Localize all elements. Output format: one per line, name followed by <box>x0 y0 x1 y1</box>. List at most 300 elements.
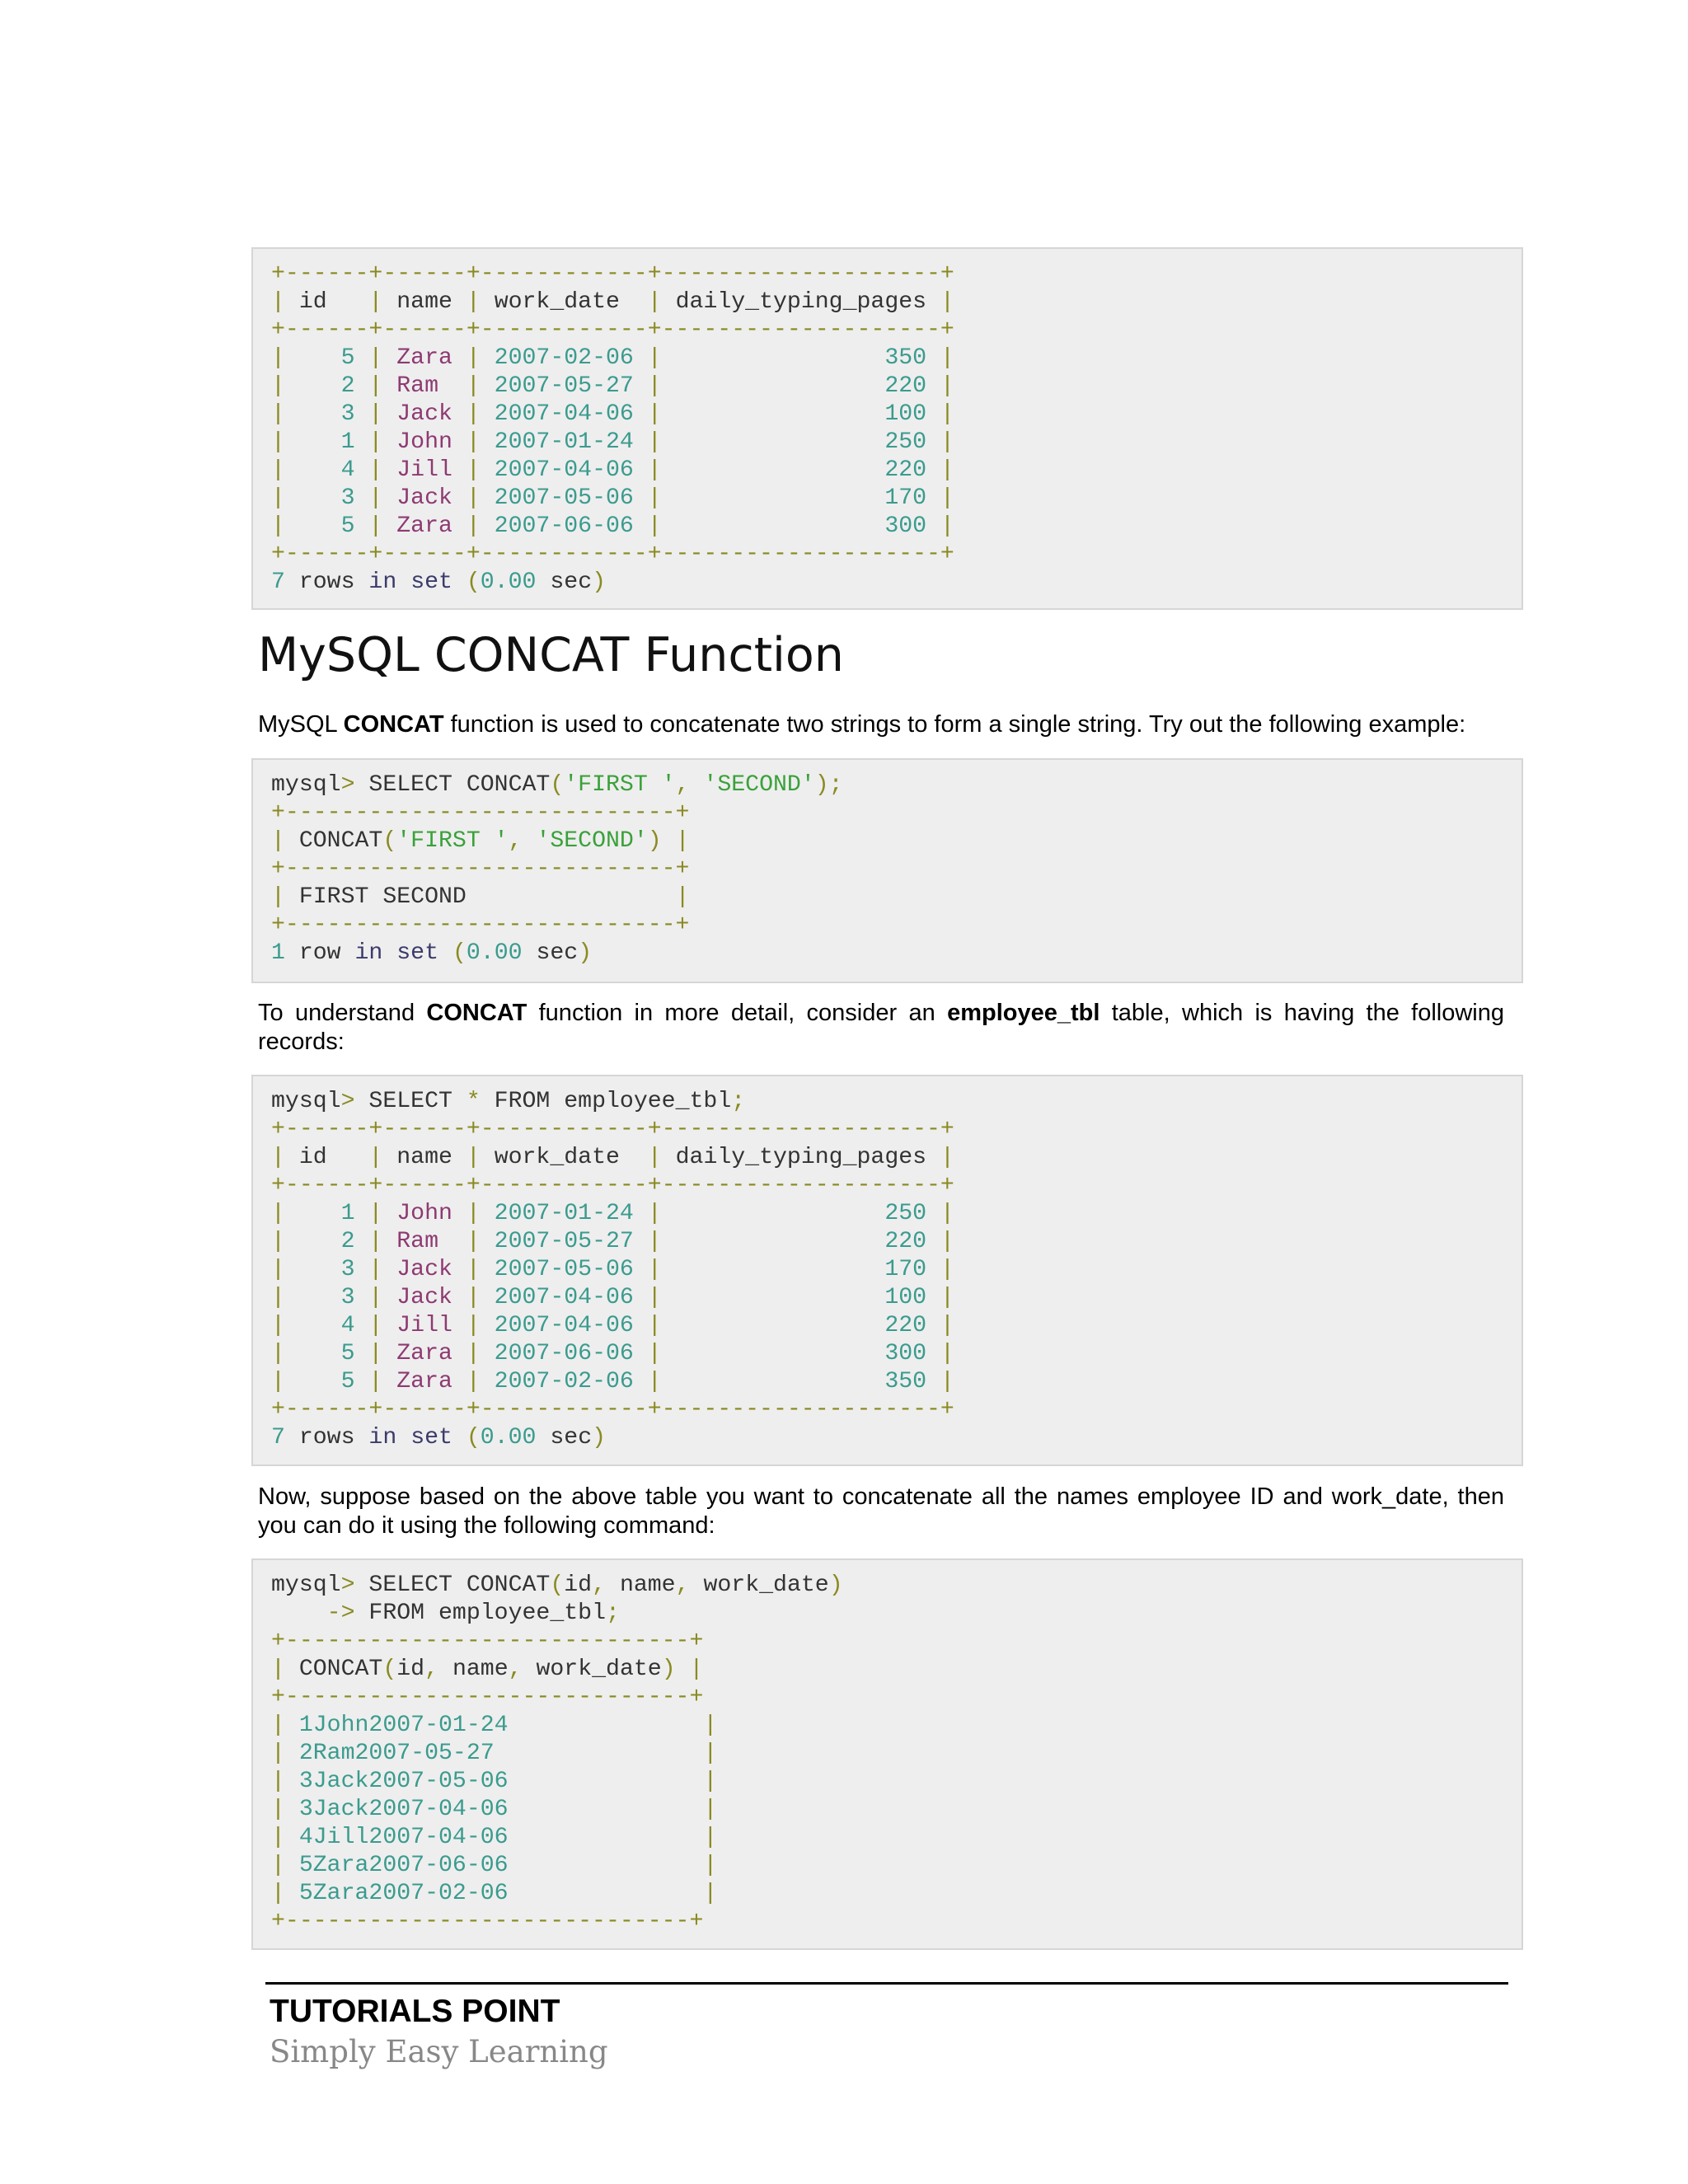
command-paragraph: Now, suppose based on the above table you want to concatenate all the names employee ID and work_date, then you can do it using the following command: <box>258 1483 1504 1539</box>
code-token: | <box>452 1341 495 1366</box>
intro-paragraph: MySQL CONCAT function is used to concatenate two strings to form a single string. Try out the following example: <box>258 711 1466 738</box>
code-token: name <box>619 1572 676 1598</box>
code-token: | <box>703 1769 718 1794</box>
code-token: * <box>466 1089 481 1114</box>
code-token: ( <box>382 1657 397 1682</box>
code-token: ( <box>466 569 481 595</box>
code-line <box>271 541 1522 569</box>
code-line <box>271 1340 1522 1368</box>
code-token: ; <box>605 1601 620 1626</box>
code-token: in <box>354 940 383 966</box>
code-token: | <box>271 429 341 455</box>
code-token: 2007-06-06 <box>494 1341 634 1366</box>
code-token: | <box>271 1257 341 1282</box>
code-token: ( <box>550 772 565 798</box>
code-line <box>271 771 1522 799</box>
code-token: 3 <box>340 1285 355 1310</box>
code-token: ) <box>578 940 593 966</box>
code-token: | <box>452 1257 495 1282</box>
code-token: | <box>452 1369 495 1394</box>
code-token: | <box>926 429 954 455</box>
code-token: | <box>633 1341 885 1366</box>
code-token: Jack <box>396 401 452 427</box>
code-token: | <box>633 1229 885 1254</box>
code-token: | <box>452 401 495 427</box>
code-token: John <box>396 1201 452 1226</box>
code-line <box>271 827 1522 855</box>
code-token: 3 <box>340 1257 355 1282</box>
code-line <box>271 799 1522 827</box>
code-line <box>271 344 1522 373</box>
code-token: | <box>354 1201 397 1226</box>
code-block-query-result <box>251 247 1523 610</box>
code-token: +----------------------------+ <box>271 800 690 826</box>
code-token: daily_typing_pages <box>675 289 940 315</box>
code-line <box>271 1116 1522 1144</box>
code-token: 350 <box>884 345 927 371</box>
code-token: +-----------------------------+ <box>271 1629 704 1654</box>
code-token: 'SECOND' <box>536 828 648 854</box>
code-token <box>509 1853 704 1878</box>
code-token: 2007-05-27 <box>494 1229 634 1254</box>
code-token: ( <box>550 1572 565 1598</box>
code-token: | <box>926 373 954 399</box>
code-token: sec <box>536 1425 593 1451</box>
code-token: > <box>340 772 369 798</box>
code-token: | <box>271 1825 299 1850</box>
code-token: | <box>271 1797 299 1822</box>
code-token: , <box>675 1572 704 1598</box>
code-token: +------+------+------------+--------------------+ <box>271 1117 954 1142</box>
code-token: 4 <box>340 1313 355 1338</box>
code-token: 350 <box>884 1369 927 1394</box>
code-token: | <box>354 429 397 455</box>
code-token: | <box>271 1853 299 1878</box>
code-token: in <box>368 569 397 595</box>
code-token: | <box>926 485 954 511</box>
code-block-concat-columns <box>251 1558 1523 1950</box>
code-token: ) <box>661 1657 676 1682</box>
code-line <box>271 940 1522 968</box>
code-token: | <box>633 1313 885 1338</box>
code-token: 220 <box>884 457 927 483</box>
code-token: | <box>354 1313 397 1338</box>
code-token: Jack <box>396 1257 452 1282</box>
code-token: 220 <box>884 1313 927 1338</box>
code-token: +----------------------------+ <box>271 912 690 938</box>
code-token <box>382 940 396 966</box>
code-token: | <box>703 1741 718 1766</box>
code-token: | <box>633 429 885 455</box>
code-token: +-----------------------------+ <box>271 1909 704 1934</box>
code-token: 3 <box>340 485 355 511</box>
code-token: +----------------------------+ <box>271 856 690 882</box>
code-token: name <box>396 1145 467 1170</box>
code-token: | <box>271 828 299 854</box>
code-token <box>495 1741 704 1766</box>
code-token: ) <box>647 828 662 854</box>
code-token: | <box>354 513 397 539</box>
code-token: 2007-02-06 <box>494 345 634 371</box>
code-token <box>396 569 410 595</box>
code-token: | <box>368 1145 397 1170</box>
code-token <box>452 569 467 595</box>
code-token: 'SECOND' <box>703 772 815 798</box>
code-token: +------+------+------------+--------------------+ <box>271 1397 954 1422</box>
code-token: | <box>926 1369 954 1394</box>
code-token: 100 <box>884 401 927 427</box>
code-token: | <box>633 1201 885 1226</box>
code-token: work_date <box>494 289 648 315</box>
code-token: +------+------+------------+--------------------+ <box>271 261 954 287</box>
code-token: sec <box>522 940 579 966</box>
code-token: | <box>271 1313 341 1338</box>
code-token: John <box>396 429 452 455</box>
footer-subtitle: Simply Easy Learning <box>270 2034 608 2069</box>
code-token: > <box>340 1572 369 1598</box>
code-line <box>271 1572 1522 1600</box>
code-token: 7 <box>271 1425 285 1451</box>
code-token: | <box>633 1369 885 1394</box>
code-token: | <box>271 1881 299 1906</box>
code-token: Zara <box>396 345 452 371</box>
code-token: | <box>647 289 676 315</box>
code-token: | <box>271 1145 299 1170</box>
code-token: | <box>452 345 495 371</box>
code-token <box>509 1797 704 1822</box>
code-token: 2007-05-27 <box>494 373 634 399</box>
code-token: in <box>368 1425 397 1451</box>
code-token: Zara <box>396 1341 452 1366</box>
code-token: ; <box>731 1089 746 1114</box>
code-token: | <box>633 485 885 511</box>
code-line <box>271 1712 1522 1740</box>
code-token: | <box>354 1257 397 1282</box>
code-token: ) <box>828 1572 843 1598</box>
code-token: | <box>354 1369 397 1394</box>
code-token: SELECT <box>368 1089 467 1114</box>
code-token: id <box>564 1572 593 1598</box>
code-token: | <box>271 1369 341 1394</box>
code-token: +------+------+------------+--------------------+ <box>271 1173 954 1198</box>
code-token: | <box>271 1741 299 1766</box>
code-token: | <box>926 457 954 483</box>
code-line <box>271 1424 1522 1452</box>
code-line <box>271 1172 1522 1200</box>
code-line <box>271 260 1522 288</box>
detail-paragraph: To understand CONCAT function in more detail, consider an employee_tbl table, which is having the following records: <box>258 1000 1505 1055</box>
code-token: | <box>354 1285 397 1310</box>
code-line <box>271 1628 1522 1656</box>
code-token: | <box>271 289 299 315</box>
code-token: | <box>271 1713 299 1738</box>
code-token: | <box>452 1229 495 1254</box>
code-token: 250 <box>884 429 927 455</box>
code-token: | <box>647 1145 676 1170</box>
code-token: , <box>592 1572 620 1598</box>
code-token: rows <box>284 569 369 595</box>
code-token: 3 <box>340 401 355 427</box>
code-token: 0.00 <box>480 1425 537 1451</box>
code-token: | <box>271 401 341 427</box>
code-token: | <box>368 289 397 315</box>
code-token: set <box>410 569 452 595</box>
code-token: | <box>354 485 397 511</box>
code-token: , <box>675 772 704 798</box>
code-token: id <box>298 289 369 315</box>
code-line <box>271 1256 1522 1284</box>
code-token: | <box>271 457 341 483</box>
code-token: mysql <box>271 1089 341 1114</box>
code-line <box>271 429 1522 457</box>
code-token: 300 <box>884 513 927 539</box>
code-token: CONCAT <box>298 1657 383 1682</box>
code-token: | <box>926 1201 954 1226</box>
code-token: 'FIRST ' <box>396 828 509 854</box>
code-token: | <box>675 1657 704 1682</box>
code-token: | <box>633 373 885 399</box>
code-token: | <box>703 1797 718 1822</box>
code-token: +------+------+------------+--------------------+ <box>271 541 954 567</box>
code-token: rows <box>284 1425 369 1451</box>
code-line <box>271 1768 1522 1796</box>
code-block-concat-example <box>251 758 1523 983</box>
code-token: | <box>452 513 495 539</box>
code-token: 2 <box>340 1229 355 1254</box>
code-token: 2007-02-06 <box>494 1369 634 1394</box>
code-token: | <box>271 485 341 511</box>
code-token <box>509 1769 704 1794</box>
code-line <box>271 513 1522 541</box>
code-line <box>271 1228 1522 1256</box>
code-token: mysql <box>271 1572 341 1598</box>
code-token: > <box>340 1089 369 1114</box>
code-token: 7 <box>271 569 285 595</box>
code-token: | <box>271 513 341 539</box>
code-token <box>438 940 452 966</box>
code-token: | <box>452 457 495 483</box>
code-token: | <box>452 1313 495 1338</box>
code-line <box>271 855 1522 883</box>
code-token: row <box>284 940 355 966</box>
code-token: | <box>926 1313 954 1338</box>
code-token <box>509 1881 704 1906</box>
code-token: FROM employee_tbl <box>480 1089 732 1114</box>
code-token: | <box>703 1853 718 1878</box>
code-token: | <box>661 828 690 854</box>
code-line <box>271 1088 1522 1116</box>
code-token: 170 <box>884 485 927 511</box>
code-token: | <box>354 373 397 399</box>
code-token: 1 <box>340 429 355 455</box>
code-token: 0.00 <box>466 940 523 966</box>
code-token: Zara <box>396 513 452 539</box>
code-token <box>271 1601 327 1626</box>
code-token: 2Ram2007-05-27 <box>298 1741 495 1766</box>
code-token: daily_typing_pages <box>675 1145 940 1170</box>
code-line <box>271 1684 1522 1712</box>
code-token: 2007-04-06 <box>494 1313 634 1338</box>
code-token: sec <box>536 569 593 595</box>
code-token: ( <box>382 828 397 854</box>
code-token: 3Jack2007-04-06 <box>298 1797 509 1822</box>
code-token: | <box>466 1145 495 1170</box>
code-token: 2007-04-06 <box>494 401 634 427</box>
code-token: | <box>926 401 954 427</box>
code-token: | <box>940 1145 954 1170</box>
code-token: 4Jill2007-04-06 <box>298 1825 509 1850</box>
code-token: | <box>940 289 954 315</box>
code-token: SELECT CONCAT <box>368 1572 551 1598</box>
code-token: 5Zara2007-06-06 <box>298 1853 509 1878</box>
code-token: 250 <box>884 1201 927 1226</box>
code-token: id <box>396 1657 425 1682</box>
code-token: name <box>396 289 467 315</box>
code-line <box>271 1144 1522 1172</box>
code-line <box>271 912 1522 940</box>
code-token: Jack <box>396 1285 452 1310</box>
code-line <box>271 569 1522 597</box>
code-token: 220 <box>884 373 927 399</box>
code-token: , <box>424 1657 452 1682</box>
code-token: set <box>410 1425 452 1451</box>
code-token: work_date <box>494 1145 648 1170</box>
code-token: | <box>354 1229 397 1254</box>
code-token: | <box>354 457 397 483</box>
code-token: | <box>452 485 495 511</box>
code-token: | <box>633 1257 885 1282</box>
code-token <box>509 1713 704 1738</box>
code-token: | <box>452 373 495 399</box>
code-token: | <box>271 1657 299 1682</box>
code-token: +-----------------------------+ <box>271 1685 704 1710</box>
code-token: FIRST SECOND <box>298 884 676 910</box>
code-token: | <box>926 1341 954 1366</box>
code-token: id <box>298 1145 369 1170</box>
code-line <box>271 1740 1522 1768</box>
code-token: 2007-01-24 <box>494 429 634 455</box>
code-line <box>271 373 1522 401</box>
code-token: 3Jack2007-05-06 <box>298 1769 509 1794</box>
code-token: set <box>396 940 439 966</box>
code-token: name <box>452 1657 509 1682</box>
code-token: 5Zara2007-02-06 <box>298 1881 509 1906</box>
code-line <box>271 485 1522 513</box>
code-token: | <box>271 1769 299 1794</box>
code-token: ) <box>592 1425 607 1451</box>
code-token: | <box>633 401 885 427</box>
code-token: +------+------+------------+--------------------+ <box>271 317 954 343</box>
code-token: CONCAT <box>298 828 383 854</box>
code-token: | <box>354 345 397 371</box>
code-token: , <box>508 828 537 854</box>
code-token <box>452 1425 467 1451</box>
code-token: | <box>675 884 690 910</box>
code-token: | <box>926 1285 954 1310</box>
code-line <box>271 1200 1522 1228</box>
code-token: | <box>466 289 495 315</box>
code-token: work_date <box>703 1572 829 1598</box>
code-token <box>509 1825 704 1850</box>
code-token: 5 <box>340 345 355 371</box>
code-line <box>271 316 1522 344</box>
code-token: 'FIRST ' <box>564 772 676 798</box>
code-token: | <box>926 1257 954 1282</box>
code-token: 5 <box>340 513 355 539</box>
code-token: | <box>271 1341 341 1366</box>
code-line <box>271 1852 1522 1880</box>
code-token: 2007-01-24 <box>494 1201 634 1226</box>
code-line <box>271 1880 1522 1908</box>
code-token: | <box>452 429 495 455</box>
code-line <box>271 401 1522 429</box>
code-line <box>271 1396 1522 1424</box>
code-token: 4 <box>340 457 355 483</box>
code-token: 220 <box>884 1229 927 1254</box>
code-token: | <box>271 373 341 399</box>
code-line <box>271 457 1522 485</box>
code-token <box>396 1425 410 1451</box>
code-token: | <box>926 513 954 539</box>
code-token: | <box>271 345 341 371</box>
code-token: ); <box>814 772 843 798</box>
code-token: FROM employee_tbl <box>368 1601 606 1626</box>
code-line <box>271 1312 1522 1340</box>
code-token: | <box>354 401 397 427</box>
code-token: 2007-04-06 <box>494 457 634 483</box>
code-token: | <box>633 457 885 483</box>
code-token: 2007-05-06 <box>494 485 634 511</box>
code-token: | <box>633 345 885 371</box>
concat-keyword: CONCAT <box>426 1000 528 1026</box>
code-token: Jack <box>396 485 452 511</box>
code-token: | <box>271 884 299 910</box>
code-block-employee-table <box>251 1075 1523 1466</box>
concat-keyword: CONCAT <box>343 711 444 738</box>
code-token: 300 <box>884 1341 927 1366</box>
code-token: Jill <box>396 457 452 483</box>
code-token: ( <box>466 1425 481 1451</box>
footer-divider <box>265 1982 1508 1985</box>
code-token: Ram <box>396 373 452 399</box>
code-token: Jill <box>396 1313 452 1338</box>
code-token: 5 <box>340 1341 355 1366</box>
code-token: | <box>354 1341 397 1366</box>
code-token: | <box>271 1201 341 1226</box>
code-line <box>271 1368 1522 1396</box>
code-token: Ram <box>396 1229 452 1254</box>
code-token: | <box>633 513 885 539</box>
code-token: | <box>271 1229 341 1254</box>
code-token: | <box>452 1285 495 1310</box>
code-token: 0.00 <box>480 569 537 595</box>
code-token: ) <box>592 569 607 595</box>
code-token: 5 <box>340 1369 355 1394</box>
code-token: 1John2007-01-24 <box>298 1713 509 1738</box>
code-token: 2007-04-06 <box>494 1285 634 1310</box>
code-line <box>271 1796 1522 1824</box>
code-line <box>271 1824 1522 1852</box>
code-token: 170 <box>884 1257 927 1282</box>
code-token: 1 <box>271 940 285 966</box>
code-line <box>271 883 1522 912</box>
code-token: 1 <box>340 1201 355 1226</box>
table-name: employee_tbl <box>947 1000 1100 1026</box>
code-token: 2007-06-06 <box>494 513 634 539</box>
code-token: -> <box>326 1601 369 1626</box>
code-token: | <box>926 345 954 371</box>
code-token: ( <box>452 940 467 966</box>
